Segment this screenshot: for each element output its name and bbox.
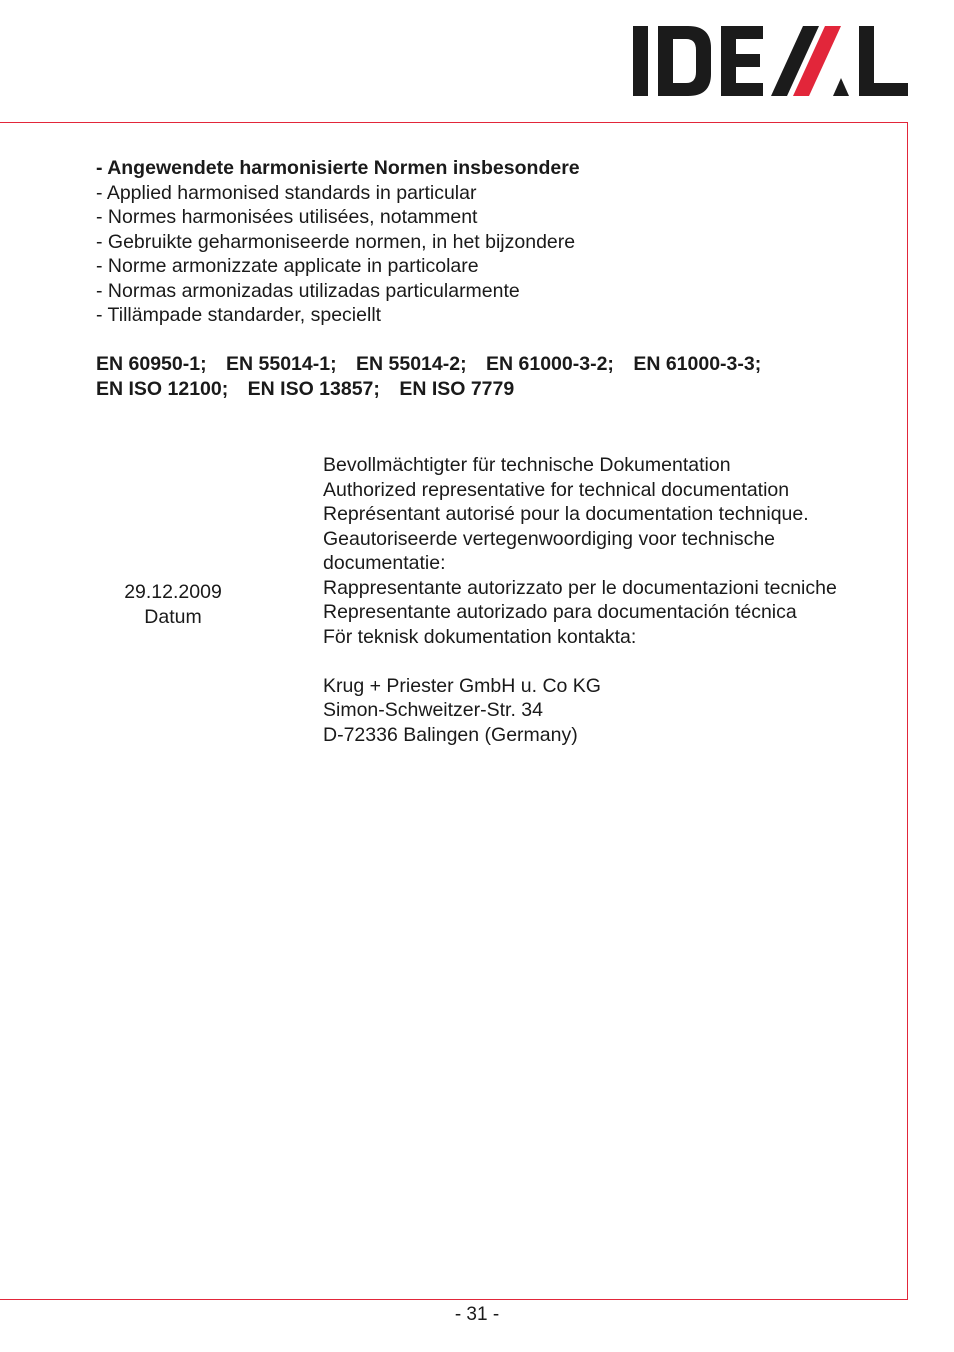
representative-line: Bevollmächtigter für technische Dokumentation [323, 454, 731, 476]
norms-line-1 [96, 352, 775, 377]
norm-item: EN 60950-1; [96, 353, 207, 375]
ideal-logo [633, 26, 908, 96]
address-street: Simon-Schweitzer-Str. 34 [323, 699, 543, 721]
date-value: 29.12.2009 [124, 581, 222, 603]
standards-heading-fr: - Normes harmonisées utilisées, notamment [96, 206, 478, 228]
norm-item: EN 55014-1; [226, 353, 337, 375]
norm-item: EN 61000-3-3; [633, 353, 762, 375]
representative-line: Rappresentante autorizzato per le documentazioni tecniche [323, 576, 837, 599]
address-city: D-72336 Balingen (Germany) [323, 723, 578, 746]
representative-line: Authorized representative for technical documentation [323, 478, 790, 501]
standards-heading-it: - Norme armonizzate applicate in particolare [96, 255, 479, 277]
spacer [323, 649, 883, 674]
standards-heading-de: - Angewendete harmonisierte Normen insbesondere [96, 157, 580, 179]
standards-heading-sv: - Tillämpade standarder, speciellt [96, 304, 382, 326]
representative-block [323, 453, 883, 747]
standards-heading-nl: - Gebruikte geharmoniseerde normen, in het bijzondere [96, 230, 576, 253]
norm-item: EN 61000-3-2; [486, 353, 614, 375]
norm-item: EN ISO 12100; [96, 378, 229, 400]
representative-line: Représentant autorisé pour la documentation technique. [323, 503, 809, 525]
representative-line: Representante autorizado para documentación técnica [323, 601, 797, 623]
standards-heading-en: - Applied harmonised standards in particular [96, 181, 477, 204]
representative-line: För teknisk dokumentation kontakta: [323, 625, 637, 648]
norm-item: EN ISO 7779 [399, 378, 515, 400]
date-block [108, 580, 238, 629]
standards-list [96, 156, 580, 328]
page-number: - 31 - [454, 1304, 500, 1325]
norms-line-2 [96, 377, 775, 402]
address-company: Krug + Priester GmbH u. Co KG [323, 674, 601, 697]
norm-item: EN 55014-2; [356, 353, 467, 375]
representative-line: documentatie: [323, 552, 446, 574]
representative-line: Geautoriseerde vertegenwoordiging voor technische [323, 527, 776, 550]
date-label: Datum [144, 605, 202, 628]
norm-item: EN ISO 13857; [247, 378, 380, 400]
logo-graphic [633, 26, 908, 96]
standards-heading-es: - Normas armonizadas utilizadas particularmente [96, 279, 520, 302]
norms-block [96, 352, 775, 402]
